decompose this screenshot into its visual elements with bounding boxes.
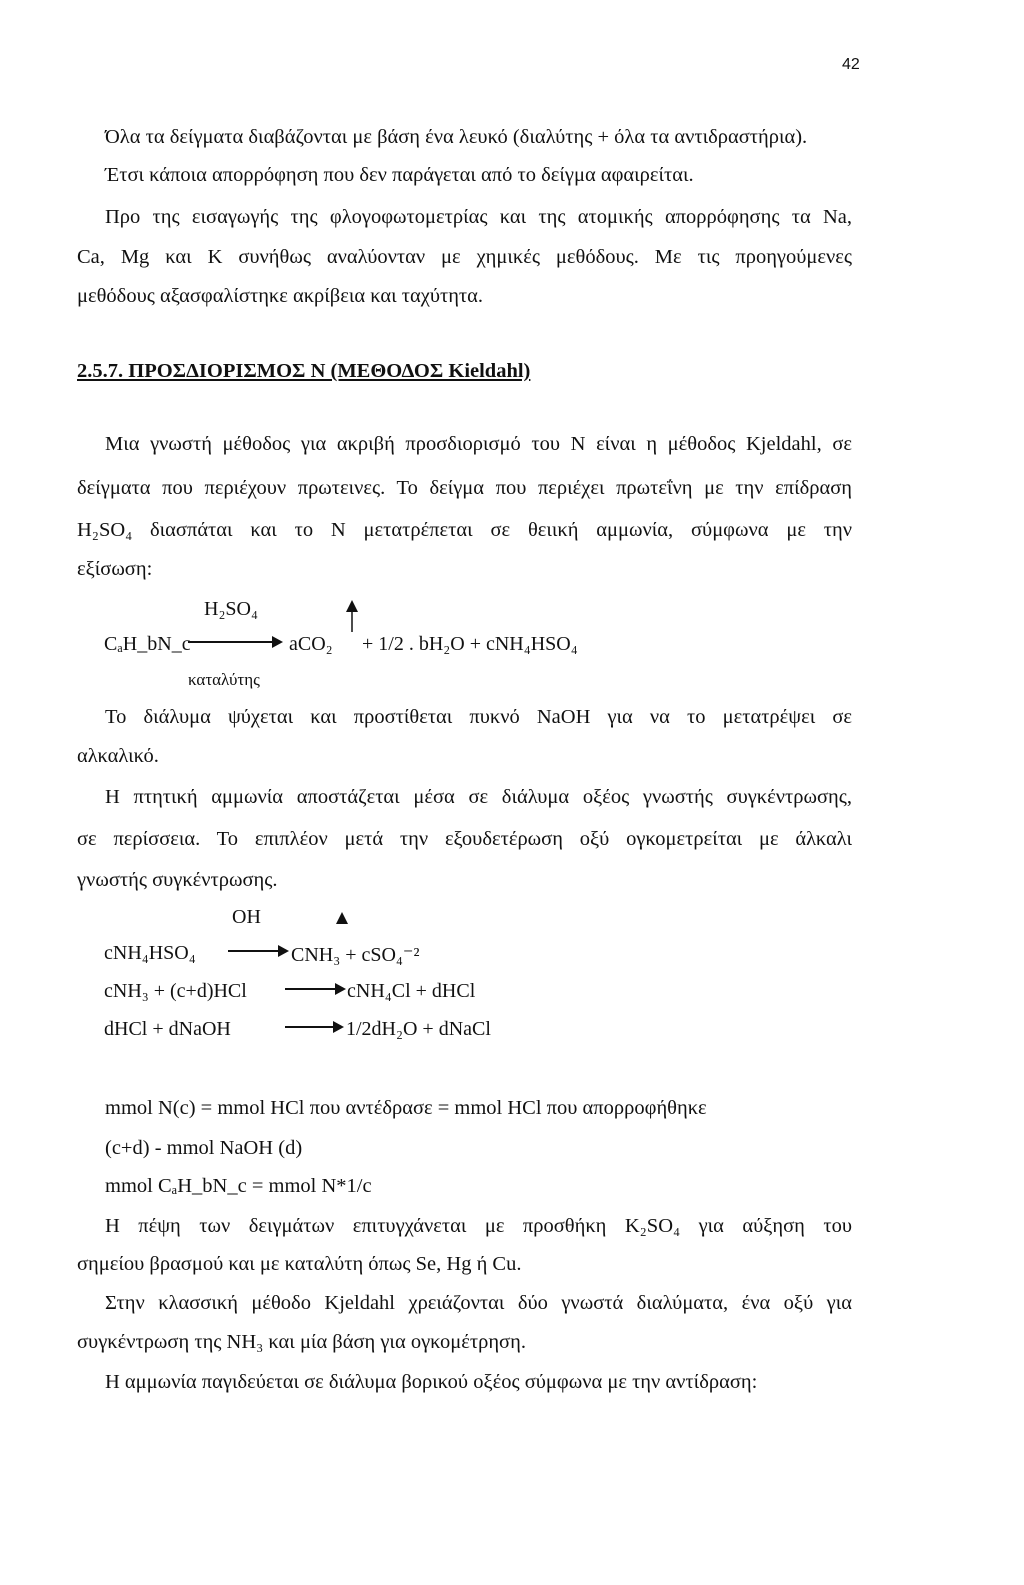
intro-line-1: Όλα τα δείγματα διαβάζονται με βάση ένα λευκό (διαλύτης + όλα τα αντιδραστήρια). [105, 126, 808, 148]
kjeldahl-line-3-formula: H₂SO₄ [77, 519, 133, 541]
cooling-line-2: αλκαλικό. [77, 745, 159, 767]
reaction-1-arrow [228, 943, 290, 959]
eq1-reactant: CₐH_bN_c [104, 633, 191, 655]
reaction-1-left: cNH₄HSO₄ [104, 942, 196, 964]
reaction-1-up-arrow [335, 912, 349, 936]
reaction-3-left: dHCl + dNaOH [104, 1018, 231, 1040]
eq1-reagent: H₂SO₄ [204, 598, 258, 620]
oh-label: OH [232, 906, 261, 928]
gas-up-arrow [344, 600, 360, 632]
formula-line-1: mmol N(c) = mmol HCl που αντέδρασε = mmol HCl που απορροφήθηκε [105, 1097, 707, 1119]
formula-line-3: mmol CₐH_bN_c = mmol N*1/c [105, 1175, 372, 1197]
reaction-3-right: 1/2dH₂O + dNaCl [346, 1018, 491, 1040]
intro-line-5: μεθόδους αξασφαλίστηκε ακρίβεια και ταχύτητα. [77, 285, 484, 307]
section-heading: 2.5.7. ΠΡΟΣΔΙΟΡΙΣΜΟΣ Ν (ΜΕΘΟΔΟΣ Kieldahl) [77, 360, 531, 382]
kjeldahl-line-4: εξίσωση: [77, 558, 153, 580]
kjeldahl-line-3: διασπάται και το Ν μετατρέπεται σε θειική αμμωνία, σύμφωνα με την [150, 519, 852, 541]
cooling-line-3: Η πτητική αμμωνία αποστάζεται μέσα σε διάλυμα οξέος γνωστής συγκέντρωσης, [105, 786, 852, 808]
reaction-3-arrow [285, 1019, 345, 1035]
closing-line-2: σημείου βρασμού και με καταλύτη όπως Se, Hg ή Cu. [77, 1253, 522, 1275]
intro-line-2: Έτσι κάποια απορρόφηση που δεν παράγεται από το δείγμα αφαιρείται. [105, 164, 694, 186]
closing-line-3: Στην κλασσική μέθοδο Kjeldahl χρειάζονται δύο γνωστά διαλύματα, ένα οξύ για [105, 1292, 852, 1314]
formula-line-2: (c+d) - mmol NaOH (d) [105, 1137, 303, 1159]
cooling-line-4: σε περίσσεια. Το επιπλέον μετά την εξουδετέρωση οξύ ογκομετρείται με άλκαλι [77, 828, 852, 850]
eq1-products: aCO₂ [289, 633, 333, 655]
reaction-2-left: cNH₃ + (c+d)HCl [104, 980, 247, 1002]
eq1-products-rest: + 1/2 . bH₂O + cNH₄HSO₄ [362, 633, 578, 655]
intro-line-3: Προ της εισαγωγής της φλογοφωτομετρίας και της ατομικής απορρόφησης τα Na, [105, 206, 852, 228]
cooling-line-1: Το διάλυμα ψύχεται και προστίθεται πυκνό NaOH για να το μετατρέψει σε [105, 706, 852, 728]
reaction-2-arrow [285, 981, 347, 997]
reaction-1-right: CNH₃ + cSO₄⁻² [291, 944, 420, 966]
closing-line-1: Η πέψη των δειγμάτων επιτυγχάνεται με προσθήκη K₂SO₄ για αύξηση του [105, 1215, 852, 1237]
eq1-arrow [188, 634, 284, 650]
intro-line-4: Ca, Mg και K συνήθως αναλύονταν με χημικές μεθόδους. Με τις προηγούμενες [77, 246, 852, 268]
kjeldahl-line-2: δείγματα που περιέχουν πρωτεινες. Το δείγμα που περιέχει πρωτεΐνη με την επίδραση [77, 477, 852, 499]
closing-line-4: συγκέντρωση της NH₃ και μία βάση για ογκομέτρηση. [77, 1331, 526, 1353]
cooling-line-5: γνωστής συγκέντρωσης. [77, 869, 278, 891]
page-number: 42 [842, 56, 860, 73]
reaction-2-right: cNH₄Cl + dHCl [347, 980, 476, 1002]
eq1-catalyst: καταλύτης [188, 670, 260, 689]
kjeldahl-line-1: Μια γνωστή μέθοδος για ακριβή προσδιορισμό του Ν είναι η μέθοδος Kjeldahl, σε [105, 433, 852, 455]
closing-line-5: Η αμμωνία παγιδεύεται σε διάλυμα βορικού οξέος σύμφωνα με την αντίδραση: [105, 1371, 758, 1393]
